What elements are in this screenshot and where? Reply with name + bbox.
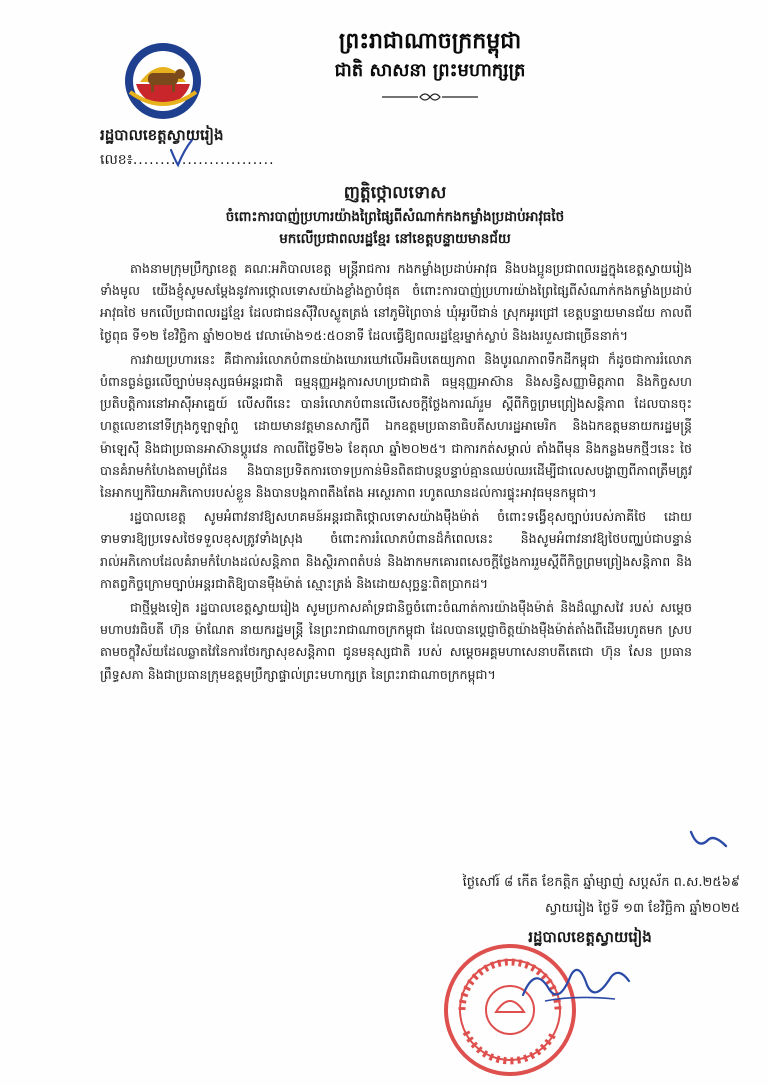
body-paragraph: តាងនាមក្រុមប្រឹក្សាខេត្ត គណៈអភិបាលខេត្ត មន្ត្រីរាជការ កងកម្លាំងប្រដាប់អាវុធ និងបងប្អូនប្រជាពលរដ្ឋក្នុងខេត្តស្វាយរៀងទាំងមូល យើងខ្ញុំសូមសម្តែងនូវការថ្កោលទោសយ៉ាងខ្លាំងក្លាបំផុត ចំពោះការបាញ់ប្រហារយ៉ាងព្រៃផ្សៃពីសំណាក់កងកម្លាំងប្រដាប់អាវុធថៃ មកលើប្រជាពលរដ្ឋខ្មែរ ដែលជាជនស៊ីវិលស្លូតត្រង់ នៅភូមិព្រៃចាន់ ឃុំអូរបីជាន់ ស្រុកអូរជ្រៅ ខេត្តបន្ទាយមានជ័យ កាលពីថ្ងៃពុធ ទី១២ ខែវិច្ឆិកា ឆ្នាំ២០២៥ វេលាម៉ោង១៥:៥០នាទី ដែលធ្វើឱ្យពលរដ្ឋខ្មែរម្នាក់ស្លាប់ និងរងរបួសជាច្រើននាក់។	[100, 261, 692, 343]
handwritten-signature	[515, 955, 635, 1015]
emblem-logo	[122, 40, 204, 122]
kingdom-heading: ព្រះរាជាណាចក្រកម្ពុជា	[338, 28, 522, 54]
body-paragraph: ការវាយប្រហារនេះ គឺជាការរំលោភបំពានយ៉ាងឃោរឃៅលើអធិបតេយ្យភាព និងបូរណភាពទឹកដីកម្ពុជា ក៏ដូចជាការរំលោភបំពានធ្ងន់ធ្ងរលើច្បាប់មនុស្សធម៌អន្តរជាតិ ធម្មនុញ្ញអង្គការសហប្រជាជាតិ ធម្មនុញ្ញអាស៊ាន និងសន្ធិសញ្ញាមិត្តភាព និងកិច្ចសហប្រតិបត្តិការនៅអាស៊ីអាគ្នេយ៍ លើសពីនេះ បានរំលោភបំពានលើសេចក្តីថ្លែងការណ៍រួម ស្តីពីកិច្ចព្រមព្រៀងសន្តិភាព ដែលបានចុះហត្ថលេខានៅទីក្រុងកូឡាឡាំពួ ដោយមានវត្តមានសាក្សីពី ឯកឧត្តមប្រធានាធិបតីសហរដ្ឋអាមេរិក និងឯកឧត្តមនាយករដ្ឋមន្ត្រីម៉ាឡេស៊ី និងជាប្រធានអាស៊ានប្តូរវេន កាលពីថ្ងៃទី២៦ ខែតុលា ឆ្នាំ២០២៥។ ជាការកត់សម្គាល់ តាំងពីមុន និងកន្លងមកថ្មីៗនេះ ថៃបានគំរាមកំហែងតាមព្រំដែន និងបានប្រទិតការចោទប្រកាន់មិនពិតជាបន្តបន្ទាប់គ្មានឈប់ឈរដើម្បីជាលេសបង្ហាញពីភាពត្រឹមត្រូវ នៃអាកប្បកិរិយាអភិកោបរបស់ខ្លួន និងបានបង្កភាពតឹងតែង អស្ថេរភាព រហូតឈានដល់ការផ្ទុះអាវុធមុនកម្ពុជា។	[100, 351, 692, 501]
reference-label: លេខ៖	[100, 152, 133, 168]
subtitle-line: ចំពោះការបាញ់ប្រហារយ៉ាងព្រៃផ្សៃពីសំណាក់កងកម្លាំងប្រដាប់អាវុធថៃ	[225, 209, 565, 225]
national-motto: ជាតិ សាសនា ព្រះមហាក្សត្រ	[334, 60, 526, 81]
document-subtitle	[100, 206, 690, 250]
reference-dots: ..........................	[132, 152, 275, 168]
lunar-date: ថ្ងៃសៅរ៍ ៨ កើត ខែកត្តិក ឆ្នាំម្សាញ់ សប្តស័ក ព.ស.២៥៦៩	[462, 875, 740, 890]
document-title: ញត្តិថ្កោលទោស	[343, 183, 447, 203]
document-body	[100, 258, 692, 688]
issuing-authority: រដ្ឋបាលខេត្តស្វាយរៀង	[100, 126, 224, 144]
body-paragraph: ជាថ្មីម្តងទៀត រដ្ឋបាលខេត្តស្វាយរៀង សូមប្រកាសគាំទ្រជានិច្ចចំពោះចំណាត់ការយ៉ាងម៉ឺងម៉ាត់ និងដ៏ឈ្លាសវៃ របស់ សម្តេចមហាបវរធិបតី ហ៊ុន ម៉ាណែត នាយករដ្ឋមន្ត្រី នៃព្រះរាជាណាចក្រកម្ពុជា ដែលបានប្តេជ្ញាចិត្តយ៉ាងម៉ឺងម៉ាត់តាំងពីដើមរហូតមក ស្របតាមចក្ខុវិស័យដែលឆ្លាតវៃនៃការថែរក្សាសុខសន្តិភាព ជូនមនុស្សជាតិ របស់ សម្តេចអគ្គមហាសេនាបតីតេជោ ហ៊ុន សែន ប្រធានព្រឹទ្ធសភា និងជាប្រធានក្រុមឧត្តមប្រឹក្សាផ្ទាល់ព្រះមហាក្សត្រ នៃព្រះរាជាណាចក្រកម្ពុជា។	[100, 600, 692, 682]
ink-check-mark	[168, 138, 194, 168]
signatory: រដ្ឋបាលខេត្តស្វាយរៀង	[528, 928, 652, 946]
ink-annotation-mark	[688, 828, 730, 852]
body-paragraph: រដ្ឋបាលខេត្ត សូមអំពាវនាវឱ្យសហគមន៍អន្តរជាតិថ្កោលទោសយ៉ាងម៉ឺងម៉ាត់ ចំពោះទង្វើខុសច្បាប់របស់ភាគីថៃ ដោយទាមទារឱ្យប្រទេសថៃទទួលខុសត្រូវទាំងស្រុង ចំពោះការរំលោភបំពានដ៏កំពេលនេះ និងសូមអំពាវនាវឱ្យថៃបញ្ឈប់ជាបន្ទាន់រាល់អភិកោបដែលគំរាមកំហែងដល់សន្តិភាព និងស្ថិរភាពតំបន់ និងងាកមកគោរពសេចក្តីថ្លែងការរួមស្តីពីកិច្ចព្រមព្រៀងសន្តិភាព និងកាតព្វកិច្ចក្រោមច្បាប់អន្តរជាតិឱ្យបានម៉ឺងម៉ាត់ ស្មោះត្រង់ និងដោយសុច្ឆន្ទៈពិតប្រាកដ។	[100, 509, 692, 591]
subtitle-line: មកលើប្រជាពលរដ្ឋខ្មែរ នៅខេត្តបន្ទាយមានជ័យ	[279, 231, 511, 247]
solar-date: ស្វាយរៀង ថ្ងៃទី ១៣ ខែវិច្ឆិកា ឆ្នាំ២០២៥	[545, 901, 740, 916]
divider-ornament	[380, 90, 480, 104]
